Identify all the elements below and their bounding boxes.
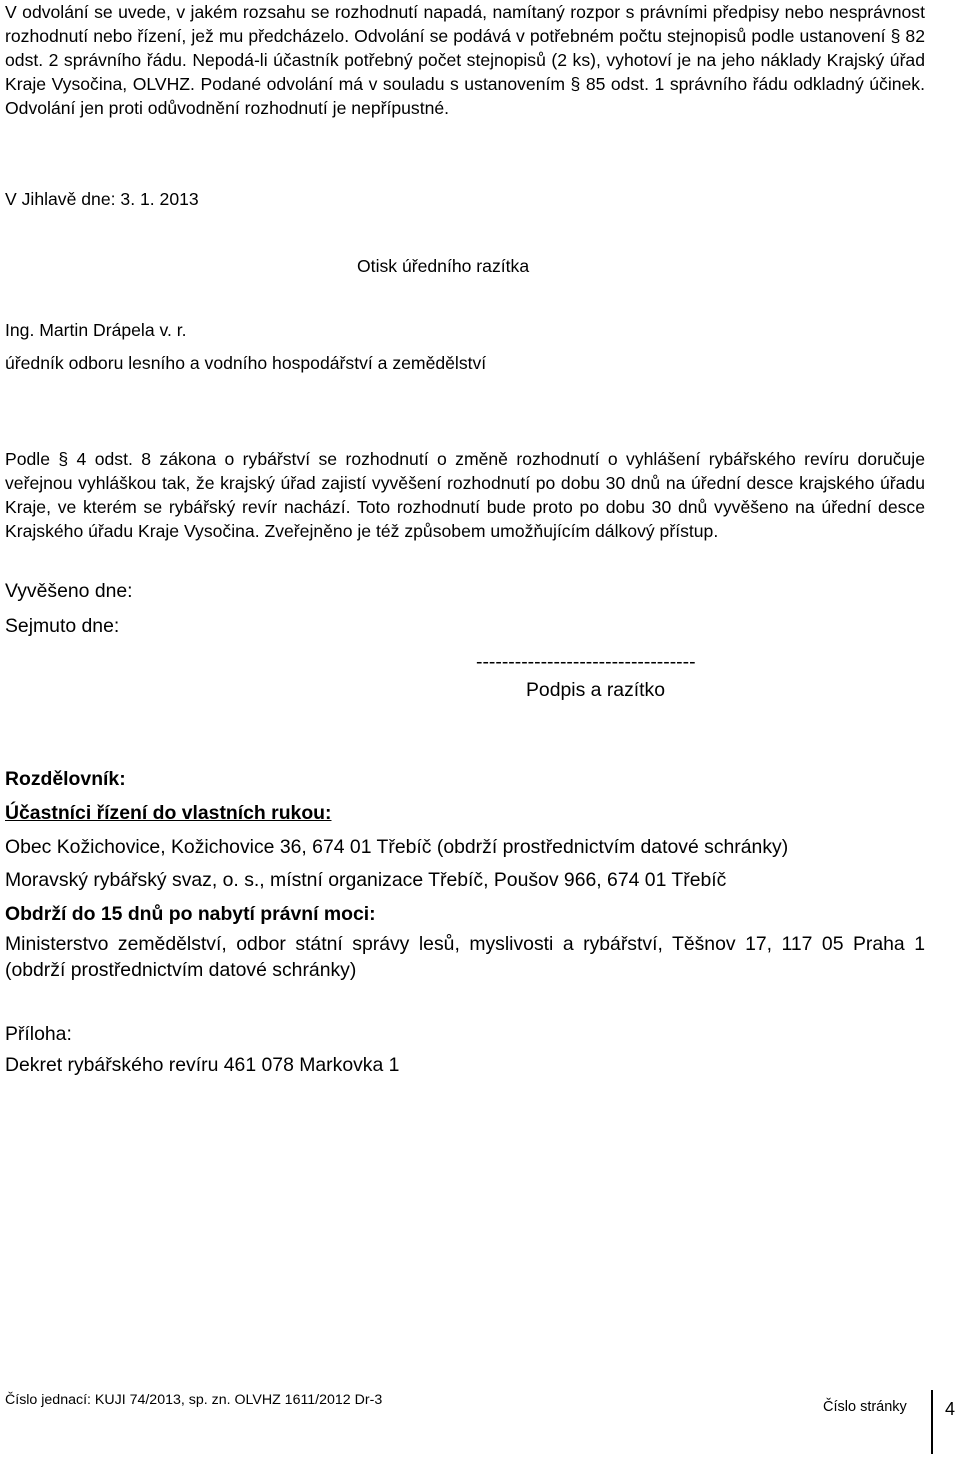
footer-divider (931, 1390, 933, 1454)
footer-page-label: Číslo stránky (823, 1399, 907, 1415)
after-effect-heading: Obdrží do 15 dnů po nabytí právní moci: (5, 903, 376, 925)
appeal-instructions: V odvolání se uvede, v jakém rozsahu se rozhodnutí napadá, namítaný rozpor s právními předpisy nebo nesprávnost rozhodnutí nebo řízení, jež mu předcházelo. Odvolání se podává v potřebném počtu stejnopisů podle ustanovení § 82 odst. 2 správního řádu. Nepodá-li účastník potřebný počet stejnopisů (2 ks), vyhotoví je na jeho náklady Krajský úřad Kraje Vysočina, OLVHZ. Podané odvolání má v souladu s ustanovením § 85 odst. 1 správního řádu odkladný účinek. Odvolání jen proti odůvodnění rozhodnutí je nepřípustné. (5, 2, 925, 118)
publication-notice: Podle § 4 odst. 8 zákona o rybářství se rozhodnutí o změně rozhodnutí o vyhlášení rybářského revíru doručuje veřejnou vyhláškou tak, že krajský úřad zajistí vyvěšení rozhodnutí po dobu 30 dnů na úřední desce krajského úřadu Kraje, ve kterém se rybářský revír nachází. Toto rozhodnutí bude proto po dobu 30 dnů vyvěšeno na úřední desce Krajského úřadu Kraje Vysočina. Zveřejněno je též způsobem umožňujícím dálkový přístup. (5, 449, 925, 541)
official-name: Ing. Martin Drápela v. r. (5, 320, 187, 340)
removed-date-label: Sejmuto dne: (5, 615, 120, 637)
posted-date-label: Vyvěšeno dne: (5, 580, 133, 602)
footer-reference: Číslo jednací: KUJI 74/2013, sp. zn. OLVHZ 1611/2012 Dr-3 (5, 1392, 383, 1408)
recipient-ministry: Ministerstvo zemědělství, odbor státní správy lesů, myslivosti a rybářství, Těšnov 17, 117 05 Praha 1 (obdrží prostřednictvím datové schránky) (5, 933, 925, 981)
footer-page-number: 4 (945, 1399, 956, 1419)
own-hands-heading: Účastníci řízení do vlastních rukou: (5, 802, 332, 824)
place-date: V Jihlavě dne: 3. 1. 2013 (5, 189, 199, 209)
attachment-label: Příloha: (5, 1023, 72, 1045)
signature-label: Podpis a razítko (526, 679, 666, 701)
official-role: úředník odboru lesního a vodního hospodářství a zemědělství (5, 353, 487, 373)
signature-line: ---------------------------------- (476, 651, 696, 673)
stamp-note: Otisk úředního razítka (357, 256, 530, 276)
attachment-item: Dekret rybářského revíru 461 078 Markovka 1 (5, 1054, 400, 1076)
distribution-heading: Rozdělovník: (5, 768, 126, 790)
recipient-municipality: Obec Kožichovice, Kožichovice 36, 674 01 Třebíč (obdrží prostřednictvím datové schránky) (5, 836, 789, 858)
recipient-fishing-union: Moravský rybářský svaz, o. s., místní organizace Třebíč, Poušov 966, 674 01 Třebíč (5, 869, 727, 891)
